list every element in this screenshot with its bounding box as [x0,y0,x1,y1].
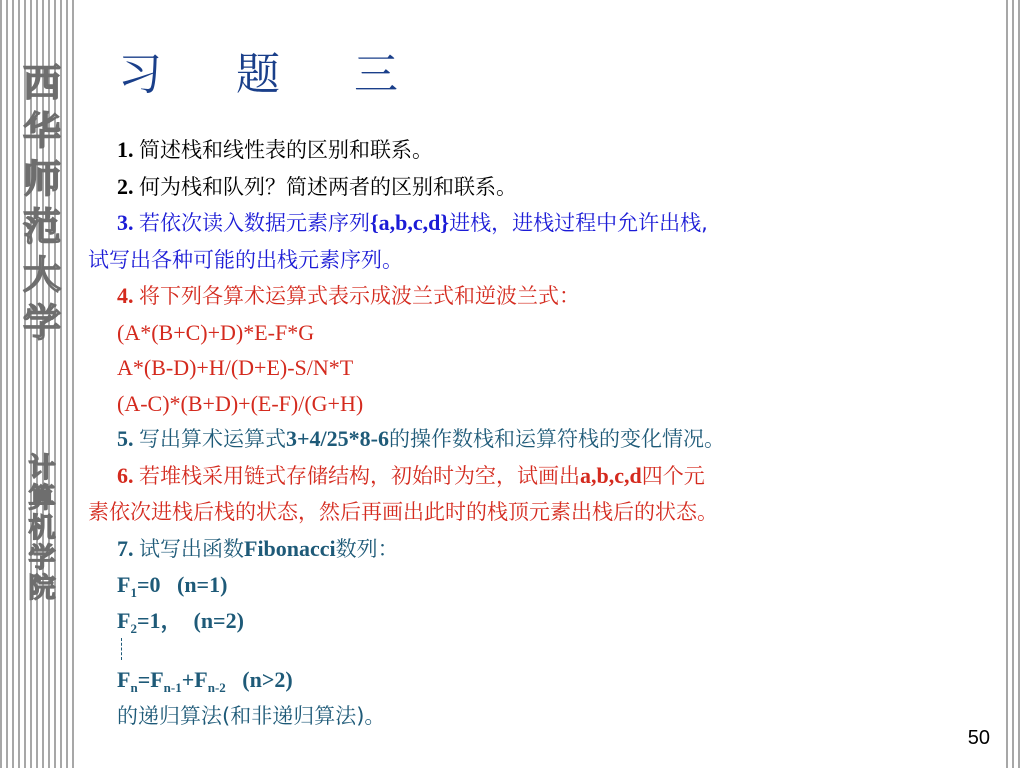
university-char: 学 [22,301,61,345]
question-1: 1. 简述栈和线性表的区别和联系。 [117,137,433,162]
college-char: 计 [28,453,56,484]
college-char: 机 [28,513,56,544]
expression-1: (A*(B+C)+D)*E-F*G [117,319,315,345]
question-3-continued: 试写出各种可能的出栈元素序列。 [88,247,403,272]
exercise-list [88,132,968,734]
university-char: 西 [22,61,61,105]
question-4: 4. 将下列各算术运算式表示成波兰式和逆波兰式： [117,283,580,308]
university-name-vertical [22,61,62,352]
fibonacci-f1: $F_1=0$ (n=1) [117,572,228,600]
dashed-divider [121,638,122,660]
college-char: 算 [28,483,56,514]
slide-title: 习 题 三 [118,49,428,100]
question-2: 2. 何为栈和队列？简述两者的区别和联系。 [117,173,517,199]
expression-2: A*(B-D)+H/(D+E)-S/N*T [117,355,354,380]
vertical-ellipsis [88,638,968,662]
college-char: 院 [28,573,56,604]
question-6: 6. 若堆栈采用链式存储结构，初始时为空，试画出a,b,c,d四个元 [117,462,705,488]
university-char: 师 [22,157,61,201]
question-6-continued: 素依次进栈后栈的状态，然后再画出此时的栈顶元素出栈后的状态。 [88,500,718,524]
university-char: 华 [22,109,61,153]
university-char: 范 [22,205,61,249]
question-7-tail: 的递归算法(和非递归算法)。 [117,703,386,728]
university-char: 大 [22,253,61,297]
college-char: 学 [28,543,56,574]
question-3: 3. 若依次读入数据元素序列{a,b,c,d}进栈，进栈过程中允许出栈, [117,210,708,235]
right-stripe-decoration [1006,0,1024,768]
expression-3: (A-C)*(B+D)+(E-F)/(G+H) [117,390,364,416]
question-5: 5. 写出算术运算式3+4/25*8-6的操作数栈和运算符栈的变化情况。 [117,426,725,451]
page-number: 50 [967,727,990,749]
question-7: 7. 试写出函数Fibonacci数列： [117,535,399,561]
college-name-vertical [22,455,62,605]
fibonacci-f2: $F_2=1$， (n=2) [117,607,244,636]
fibonacci-fn: $F_n=F_{n-1}+F_{n-2}$ (n>2) [117,667,293,695]
